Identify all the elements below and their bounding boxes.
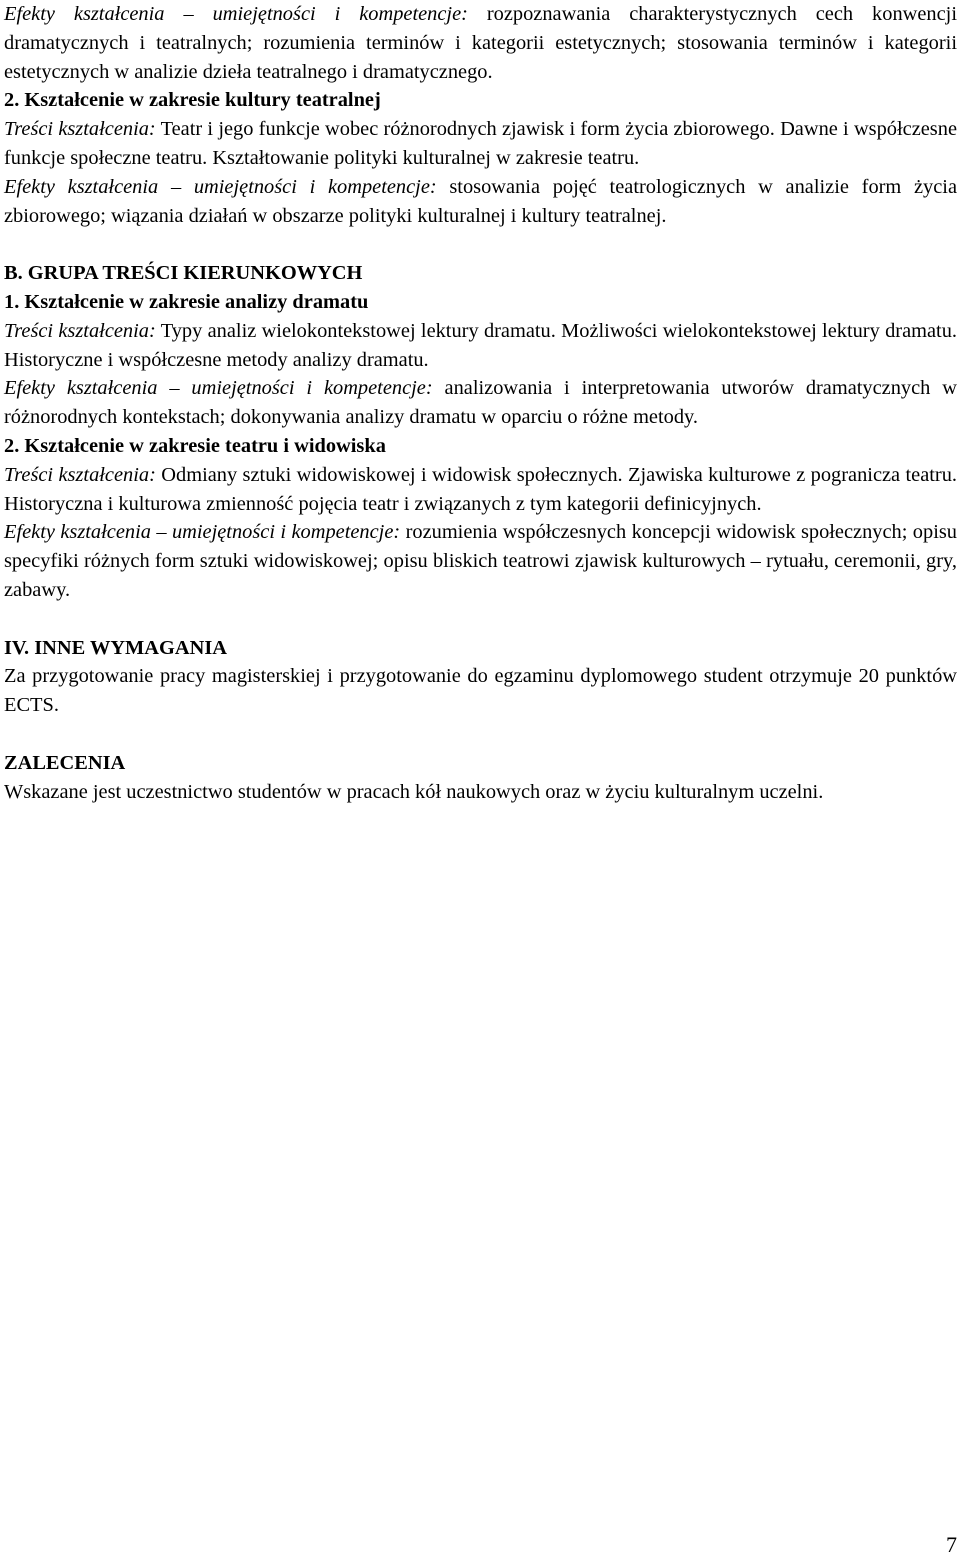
paragraph-label: Efekty kształcenia – umiejętności i kompetencje: <box>4 3 468 25</box>
paragraph-label: Efekty kształcenia – umiejętności i kompetencje: <box>4 377 433 400</box>
page-number: 7 <box>946 1532 957 1557</box>
section-heading: IV. INNE WYMAGANIA <box>4 636 228 659</box>
paragraph <box>4 662 957 720</box>
section-gap <box>4 230 957 259</box>
paragraph-label: Efekty kształcenia – umiejętności i kompetencje: <box>4 521 401 544</box>
document-page <box>4 0 957 806</box>
paragraph <box>4 461 957 519</box>
section-heading: B. GRUPA TREŚCI KIERUNKOWYCH <box>4 262 363 285</box>
paragraph-text: analizowania i interpretowania utworów dramatycznych w różnorodnych kontekstach; dokonywania analizy dramatu w oparciu o różne metody. <box>4 377 957 429</box>
paragraph-label: Efekty kształcenia – umiejętności i kompetencje: <box>4 175 437 198</box>
paragraph-text: rozumienia współczesnych koncepcji widowisk społecznych; opisu specyfiki różnych form sztuki widowiskowej; opisu bliskich teatrowi zjawisk kulturowych – rytuału, ceremonii, gry, zabawy. <box>4 521 957 601</box>
section-heading: 1. Kształcenie w zakresie analizy dramatu <box>4 290 369 313</box>
paragraph <box>4 317 957 375</box>
paragraph-text: stosowania pojęć teatrologicznych w analizie form życia zbiorowego; wiązania działań w obszarze polityki kulturalnej i kultury teatralnej. <box>4 175 958 227</box>
section-heading: 2. Kształcenie w zakresie kultury teatralnej <box>4 89 381 112</box>
paragraph-text: Typy analiz wielokontekstowej lektury dramatu. Możliwości wielokontekstowej lektury dramatu. Historyczne i współczesne metody analizy dramatu. <box>4 319 957 371</box>
paragraph <box>4 0 957 86</box>
section-heading: 2. Kształcenie w zakresie teatru i widowiska <box>4 434 386 457</box>
paragraph-text: rozpoznawania charakterystycznych cech konwencji dramatycznych i teatralnych; rozumienia terminów i kategorii estetycznych; stosowania terminów i kategorii estetycznych w analizie dzieła teatralnego i dramatycznego. <box>4 3 957 83</box>
paragraph <box>4 518 957 604</box>
section-gap <box>4 605 957 634</box>
paragraph <box>4 778 957 807</box>
paragraph-text: Odmiany sztuki widowiskowej i widowisk społecznych. Zjawiska kulturowe z pogranicza teatru. Historyczna i kulturowa zmienność pojęcia teatr i związanych z tym kategorii definicyjnych. <box>4 463 958 515</box>
paragraph-text: Teatr i jego funkcje wobec różnorodnych zjawisk i form życia zbiorowego. Dawne i współczesne funkcje społeczne teatru. Kształtowanie polityki kulturalnej w zakresie teatru. <box>4 118 957 169</box>
section-heading: ZALECENIA <box>4 751 126 774</box>
paragraph <box>4 374 957 432</box>
paragraph-label: Treści kształcenia: <box>4 319 156 342</box>
paragraph-label: Treści kształcenia: <box>4 463 156 486</box>
paragraph <box>4 115 957 173</box>
paragraph-text: Za przygotowanie pracy magisterskiej i przygotowanie do egzaminu dyplomowego student otrzymuje 20 punktów ECTS. <box>4 665 957 717</box>
paragraph-label: Treści kształcenia: <box>4 118 156 141</box>
paragraph <box>4 173 957 231</box>
section-gap <box>4 720 957 749</box>
paragraph-text: Wskazane jest uczestnictwo studentów w pracach kół naukowych oraz w życiu kulturalnym uczelni. <box>4 780 824 803</box>
